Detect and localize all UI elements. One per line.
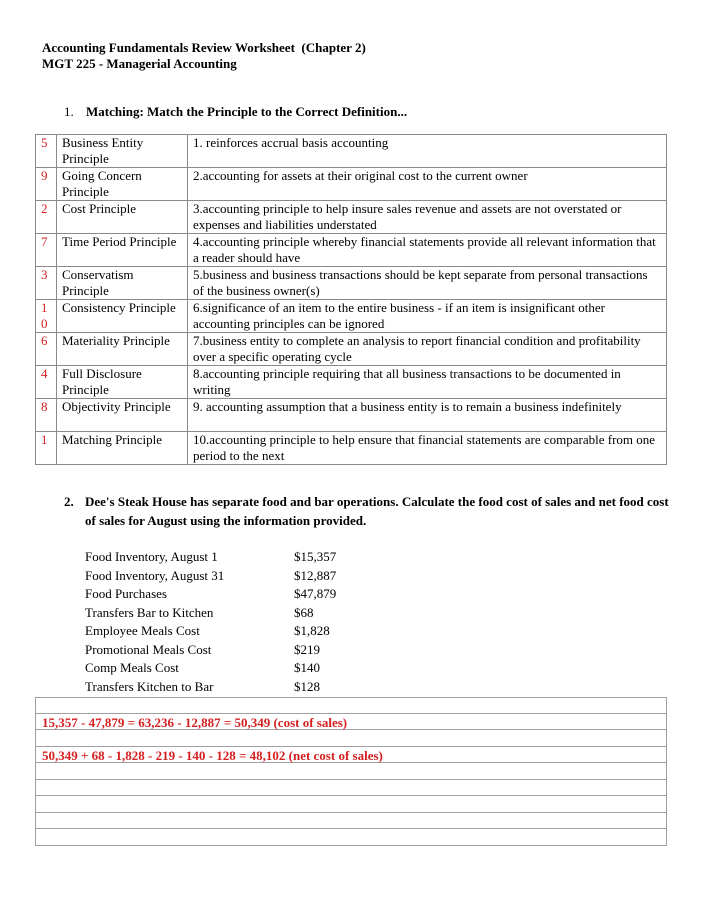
table-row (36, 399, 667, 432)
answer-lines (35, 697, 667, 846)
item-value: $219 (294, 641, 320, 657)
question-2-number: 2. (64, 494, 74, 509)
item-value: $68 (294, 604, 314, 620)
principle-cell: Matching Principle (57, 432, 188, 465)
matching-table (35, 134, 667, 465)
list-item (85, 659, 385, 678)
table-row (36, 432, 667, 465)
list-item (85, 641, 385, 660)
item-label: Transfers Bar to Kitchen (85, 604, 214, 620)
table-row (36, 267, 667, 300)
answer-line[interactable] (35, 763, 667, 780)
definition-cell: 1. reinforces accrual basis accounting (188, 135, 667, 168)
net-cost-of-sales-answer[interactable]: 50,349 + 68 - 1,828 - 219 - 140 - 128 = 48,102 (net cost of sales) (35, 747, 667, 764)
answer-cell[interactable]: 7 (36, 234, 57, 267)
table-row (36, 201, 667, 234)
cost-items-list (85, 548, 385, 696)
answer-line[interactable] (35, 730, 667, 747)
list-item (85, 567, 385, 586)
principle-cell: Materiality Principle (57, 333, 188, 366)
item-value: $1,828 (294, 623, 330, 638)
principle-cell: Cost Principle (57, 201, 188, 234)
list-item (85, 622, 385, 641)
item-label: Food Purchases (85, 586, 167, 601)
principle-cell: Time Period Principle (57, 234, 188, 267)
principle-cell: Conservatism Principle (57, 267, 188, 300)
definition-cell: 8.accounting principle requiring that all business transactions to be documented in writing (188, 366, 667, 399)
list-item (85, 604, 385, 623)
definition-cell: 10.accounting principle to help ensure that financial statements are comparable from one period to the next (188, 432, 667, 465)
table-row (36, 300, 667, 333)
answer-line[interactable] (35, 813, 667, 830)
question-1-heading (64, 104, 407, 120)
definition-cell: 6.significance of an item to the entire business - if an item is insignificant other accounting principles can be ignored (188, 300, 667, 333)
list-item (85, 548, 385, 567)
document-header (42, 40, 366, 72)
principle-cell: Business Entity Principle (57, 135, 188, 168)
worksheet-title: Accounting Fundamentals Review Worksheet (Chapter 2) (42, 40, 366, 55)
answer-cell[interactable]: 1 0 (36, 300, 57, 333)
principle-cell: Consistency Principle (57, 300, 188, 333)
answer-cell[interactable]: 1 (36, 432, 57, 465)
table-row (36, 234, 667, 267)
answer-cell[interactable]: 3 (36, 267, 57, 300)
question-2-prompt: Dee's Steak House has separate food and bar operations. Calculate the food cost of sales and net food cost of sales for August using the information provided. (85, 494, 669, 528)
item-value: $128 (294, 678, 320, 694)
answer-line[interactable] (35, 697, 667, 714)
answer-cell[interactable]: 5 (36, 135, 57, 168)
answer-cell[interactable]: 9 (36, 168, 57, 201)
principle-cell: Objectivity Principle (57, 399, 188, 432)
answer-cell[interactable]: 8 (36, 399, 57, 432)
principle-cell: Going Concern Principle (57, 168, 188, 201)
answer-line[interactable] (35, 780, 667, 797)
item-label: Food Inventory, August 31 (85, 567, 225, 583)
item-label: Transfers Kitchen to Bar (85, 678, 214, 694)
answer-cell[interactable]: 2 (36, 201, 57, 234)
item-value: $140 (294, 660, 320, 675)
definition-cell: 4.accounting principle whereby financial statements provide all relevant information that a reader should have (188, 234, 667, 267)
answer-cell[interactable]: 6 (36, 333, 57, 366)
list-item (85, 585, 385, 604)
definition-cell: 3.accounting principle to help insure sales revenue and assets are not overstated or expenses and liabilities understated (188, 201, 667, 234)
item-value: $12,887 (294, 567, 337, 583)
question-1-prompt: Matching: Match the Principle to the Correct Definition... (86, 104, 408, 119)
definition-cell: 5.business and business transactions should be kept separate from personal transactions of the business owner(s) (188, 267, 667, 300)
list-item (85, 678, 385, 697)
table-row (36, 135, 667, 168)
answer-line[interactable] (35, 829, 667, 846)
cost-of-sales-answer[interactable]: 15,357 - 47,879 = 63,236 - 12,887 = 50,349 (cost of sales) (35, 714, 667, 731)
table-row (36, 366, 667, 399)
question-1-number: 1. (64, 104, 74, 119)
table-row (36, 333, 667, 366)
answer-cell[interactable]: 4 (36, 366, 57, 399)
item-value: $15,357 (294, 549, 337, 564)
item-label: Employee Meals Cost (85, 623, 200, 638)
item-label: Comp Meals Cost (85, 660, 179, 675)
table-row (36, 168, 667, 201)
definition-cell: 2.accounting for assets at their original cost to the current owner (188, 168, 667, 201)
item-label: Food Inventory, August 1 (85, 549, 218, 564)
item-label: Promotional Meals Cost (85, 641, 212, 657)
course-title: MGT 225 - Managerial Accounting (42, 56, 237, 71)
item-value: $47,879 (294, 586, 337, 601)
principle-cell: Full Disclosure Principle (57, 366, 188, 399)
definition-cell: 7.business entity to complete an analysis to report financial condition and profitability over a specific operating cycle (188, 333, 667, 366)
answer-line[interactable] (35, 796, 667, 813)
definition-cell: 9. accounting assumption that a business entity is to remain a business indefinitely (188, 399, 667, 432)
